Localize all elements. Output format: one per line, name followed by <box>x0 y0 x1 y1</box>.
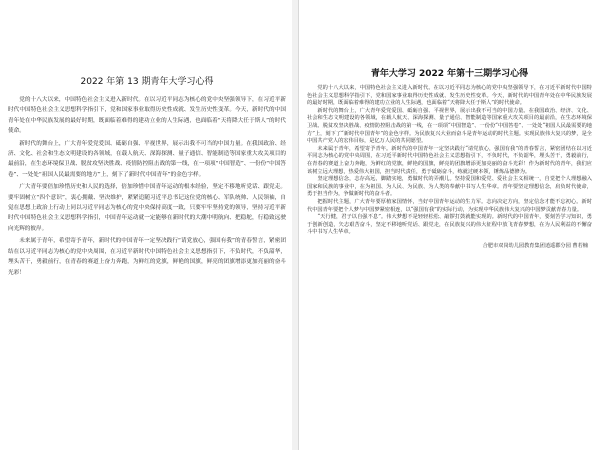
author-signature: 合肥市双岗幼儿园教育集团逍遥郡分园 曹若楠 <box>482 242 588 249</box>
paragraph: 未来属于青年，希望寄予青年。新时代的中国青年一定坚决践行“请党放心，强国有我”的青春誓言，紧密团结在以习近平同志为核心的党中央周围，在习近平新时代中国特色社会主义思想指引下，不负时代，不负韶华，埋头苦干，勇毅前行，在青春的赛道上奋力奔跑，为鲜红的党旗，鲜艳的国旗，鲜亮的团旗增添更加亮丽的奋斗光彩！作为新时代的青年，我们应该树立远大理想，热爱伟大祖国，担当时代责任，勇于砥砺奋斗，练就过硬本领，锤炼品德修为。 <box>307 145 592 175</box>
document-title: 2022 年第 13 期青年大学习心得 <box>80 77 214 87</box>
paragraph: 新时代的舞台上，广大青年爱党爱国、砥砺自强、平视世界，展示出我不可当的中国力量。在我国政治、经济、文化、社会和生态文明建设的各领域，在载人航天、深海探测、量子通信、智能制造等国家重大攻关项目的最前沿，在生态环境保卫战、脱贫攻坚决胜战、疫情防控阻击战的第一线，在一项项“中国智造”、一份份“中国答卷”、一处处“祖国人民最需要的地方”上，刻下了“新时代中国青年”的金色字样。为民族复兴大业而奋斗是青年运动的时代主题。实现民族伟大复兴的梦，是全中国共产党人的宏伟目标，是亿万人民的共同愿望。 <box>307 107 592 145</box>
document-page-left <box>0 0 292 450</box>
paragraph: 党的十八大以来，中国特色社会主义进入新时代。在以习近平同志为核心的党中央坚强领导下，在习近平新时代中国特色社会主义思想科学指引下，党和国家事业取得历史性成就、发生历史性变革。今天，新时代的中国青年处在中华民族发展的最好时期，既面临着难得的建功立业的人生际遇，也面临着“天将降大任于斯人”的时代使命。 <box>307 85 592 107</box>
document-title: 青年大学习 2022 年第十三期学习心得 <box>370 69 529 79</box>
paragraph: 未来属于青年，希望寄予青年，新时代的中国青年一定坚决践行“请党放心，强国有我”的青春誓言，紧密团结在以习近平同志为核心的党中央周围，在习近平新时代中国特色社会主义思想指引下，不负时代，不负韶华，埋头苦干，勇毅前行，在青春的赛道上奋力奔跑，为鲜红的党旗，鲜艳的国旗，鲜亮的团旗增添更加亮丽的奋斗光彩！ <box>8 238 286 276</box>
paragraph: “天行健，君子以自强不息”。伟大梦想不是轻轻松松、敲锣打鼓就能实现的。新时代的中国青年，要刻苦学习知识，勇于创新创造，矢志艰苦奋斗，坚定不移地听党话、跟党走，在民族复兴的伟大征程中放飞青春梦想，在为人民利益的不懈奋斗中书写人生华章。 <box>307 214 592 236</box>
paragraph: 坚定理想信念，志存高远，脚踏实地，勇做时代的弄潮儿。坚持爱国和爱党、爱社会主义相统一，自觉把个人理想融入国家和民族的事业中，在为祖国、为人民、为民族、为人类的奉献中书写人生华章。青年要坚定理想信念，肩负时代使命，勇于担当作为，争做新时代的奋斗者。 <box>307 176 592 198</box>
paragraph: 新时代的舞台上，广大青年爱党爱国、砥砺自强、平视世界，展示出我不可当的中国力量。在我国政治、经济、文化、社会和生态文明建设的各领域，在载人航天、深海探测、量子通信、智能制造等国家重大攻关项目的最前沿，在生态环境保卫战、脱贫攻坚决胜战、疫情防控阻击战的第一线，在一项项“中国智造”、一份份“中国答卷”、一处处“祖国人民最需要的地方”上，刻下了新时代中国青年”的金色字样。 <box>8 140 286 178</box>
paragraph: 党的十八大以来，中国特色社会主义进入新时代。在以习近平同志为核心的党中央坚强领导下，在习近平新时代中国特色社会主义思想科学指引下，党和国家事业取得历史性成就、发生历史性变革。今天，新时代的中国青年处在中华民族发展的最好时期，既面临着难得的建功立业的人生际遇，也面临着“天将降大任于斯人”的时代使命。 <box>8 97 286 135</box>
document-page-right <box>298 0 600 450</box>
paragraph: 把握时代主题，广大青年要厚植家国情怀，当好中国青年运动的生力军。志向决定方向，坚定信念才能不忘初心。新时代中国青年要把个人梦与中国梦紧密相连，以“强国有我”的实际行动，为实现中华民族伟大复兴的中国梦贡献青春力量。 <box>307 198 592 213</box>
paragraph: 广大青年要倍加珍惜历史和人民的选择，倍加珍惜中国青年运动的根本经验，坚定不移地听党话、跟党走。要牢固树立“四个意识”，衷心拥戴、坚决维护，紧紧追随习近平总书记这位党的核心、军队统帅、人民领袖，自觉在思想上政治上行动上同以习近平同志为核心的党中央保持高度一致，只要牢牢坚持党的领导，坚持习近平新时代中国特色社会主义思想科学指引，中国青年运动就一定能够在新时代的大潮中明航向、把稳舵，行稳致远驶向光辉的彼岸。 <box>8 184 286 232</box>
